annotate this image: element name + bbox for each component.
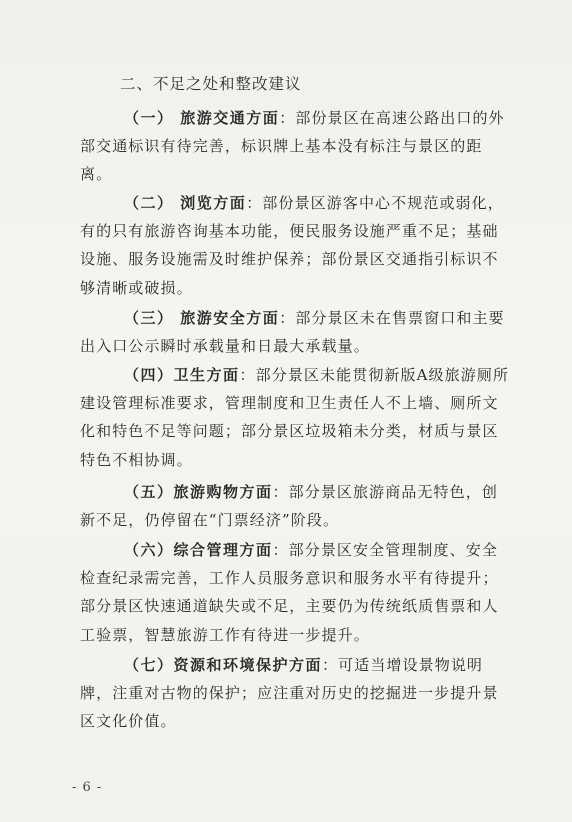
item-5-paragraph: （五）旅游购物方面：部分景区旅游商品无特色，创新不足，仍停留在“门票经济”阶段。 [80, 483, 498, 530]
item-2-paragraph: （二） 浏览方面：部份景区游客中心不规范或弱化，有的只有旅游咨询基本功能，便民服务设施严重不足；基础设施、服务设施需及时维护保养；部份景区交通指引标识不够清晰或破损。 [80, 194, 504, 297]
item-2-lead: （二） 浏览方面 [124, 194, 247, 212]
item-4-lead: （四）卫生方面 [124, 366, 240, 384]
item-1-text: 部份景区在高速公路出口的外部交通标识有待完善，标识牌上基本没有标注与景区的距离。 [80, 109, 505, 184]
item-7-text: 可适当增设景物说明牌，注重对古物的保护；应注重对历史的挖掘进一步提升景区文化价值。 [80, 656, 499, 731]
item-5-lead: （五）旅游购物方面 [124, 483, 273, 501]
item-3-lead: （三） 旅游安全方面 [124, 309, 280, 327]
item-2-text: 部份景区游客中心不规范或弱化，有的只有旅游咨询基本功能，便民服务设施严重不足；基础设施、服务设施需及时维护保养；部份景区交通指引标识不够清晰或破损。 [80, 194, 504, 297]
item-6-text: 部分景区安全管理制度、安全检查纪录需完善，工作人员服务意识和服务水平有待提升；部分景区快速通道缺失或不足，主要仍为传统纸质售票和人工验票，智慧旅游工作有待进一步提升。 [80, 541, 499, 644]
page-number: - 6 - [72, 780, 103, 795]
item-1-lead: （一） 旅游交通方面 [124, 109, 280, 127]
item-3-text: 部分景区未在售票窗口和主要出入口公示瞬时承载量和日最大承载量。 [80, 309, 505, 356]
item-6-paragraph: （六）综合管理方面：部分景区安全管理制度、安全检查纪录需完善，工作人员服务意识和服务水平有待提升；部分景区快速通道缺失或不足，主要仍为传统纸质售票和人工验票，智慧旅游工作有待进一步提升。 [80, 541, 499, 644]
item-6-lead: （六）综合管理方面 [124, 541, 273, 559]
section-heading: 二、不足之处和整改建议 [120, 75, 302, 93]
item-5-text: 部分景区旅游商品无特色，创新不足，仍停留在“门票经济”阶段。 [80, 483, 498, 530]
item-1-paragraph: （一） 旅游交通方面：部份景区在高速公路出口的外部交通标识有待完善，标识牌上基本没有标注与景区的距离。 [80, 109, 505, 184]
item-7-paragraph: （七）资源和环境保护方面：可适当增设景物说明牌，注重对古物的保护；应注重对历史的挖掘进一步提升景区文化价值。 [80, 656, 499, 731]
item-3-paragraph: （三） 旅游安全方面：部分景区未在售票窗口和主要出入口公示瞬时承载量和日最大承载量。 [80, 309, 505, 356]
item-7-lead: （七）资源和环境保护方面 [124, 656, 323, 674]
item-4-text: 部分景区未能贯彻新版A级旅游厕所建设管理标准要求，管理制度和卫生责任人不上墙、厕所文化和特色不足等问题；部分景区垃圾箱未分类，材质与景区特色不相协调。 [80, 366, 510, 469]
item-4-paragraph: （四）卫生方面：部分景区未能贯彻新版A级旅游厕所建设管理标准要求，管理制度和卫生责任人不上墙、厕所文化和特色不足等问题；部分景区垃圾箱未分类，材质与景区特色不相协调。 [80, 366, 510, 469]
